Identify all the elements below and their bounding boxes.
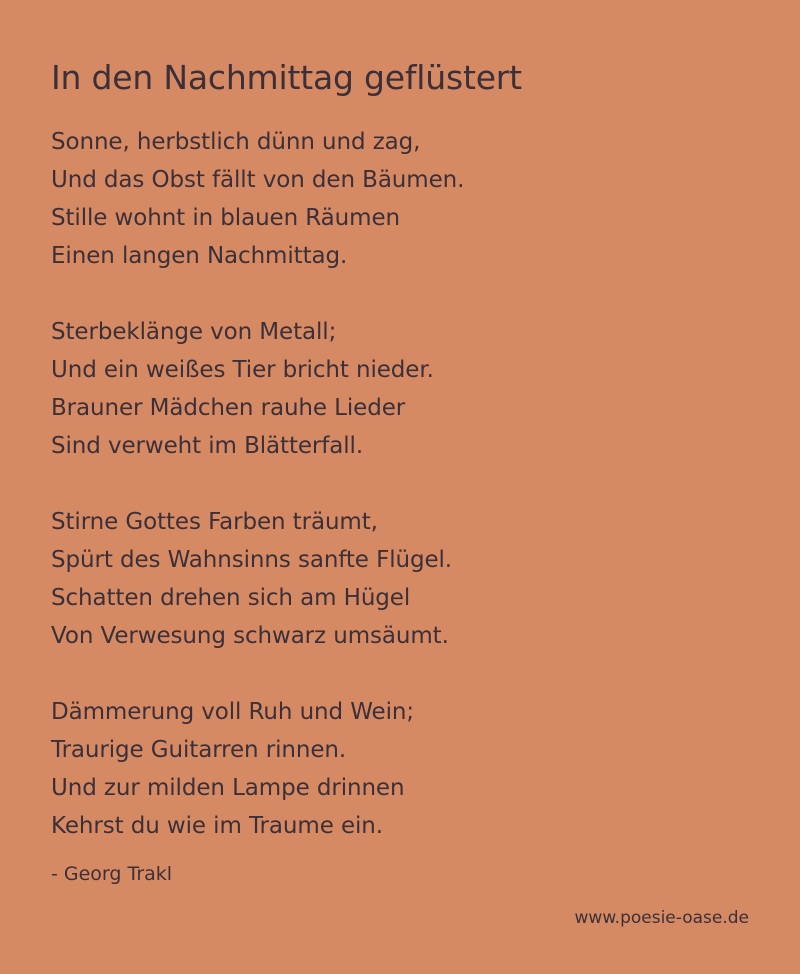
website-link[interactable]: www.poesie-oase.de bbox=[574, 908, 749, 928]
poem-line: Brauner Mädchen rauhe Lieder bbox=[51, 395, 406, 421]
poem-title: In den Nachmittag geflüstert bbox=[51, 58, 522, 97]
poem-line: Spürt des Wahnsinns sanfte Flügel. bbox=[51, 547, 453, 573]
poem-line: Dämmerung voll Ruh und Wein; bbox=[51, 699, 414, 725]
stanza-3 bbox=[51, 503, 771, 655]
poem-line: Und das Obst fällt von den Bäumen. bbox=[51, 167, 465, 193]
poem-line: Sind verweht im Blätterfall. bbox=[51, 433, 364, 459]
stanza-4 bbox=[51, 693, 771, 845]
poem-author: - Georg Trakl bbox=[51, 863, 173, 885]
poem-line: Traurige Guitarren rinnen. bbox=[51, 737, 347, 763]
poem-container bbox=[51, 58, 771, 845]
poem-line: Stille wohnt in blauen Räumen bbox=[51, 205, 400, 231]
stanza-1 bbox=[51, 123, 771, 275]
poem-line: Sonne, herbstlich dünn und zag, bbox=[51, 129, 421, 155]
poem-line: Und zur milden Lampe drinnen bbox=[51, 775, 405, 801]
stanza-2 bbox=[51, 313, 771, 465]
poem-line: Von Verwesung schwarz umsäumt. bbox=[51, 623, 449, 649]
poem-line: Sterbeklänge von Metall; bbox=[51, 319, 337, 345]
poem-line: Und ein weißes Tier bricht nieder. bbox=[51, 357, 434, 383]
poem-line: Kehrst du wie im Traume ein. bbox=[51, 813, 383, 839]
poem-line: Schatten drehen sich am Hügel bbox=[51, 585, 411, 611]
poem-line: Einen langen Nachmittag. bbox=[51, 243, 348, 269]
poem-line: Stirne Gottes Farben träumt, bbox=[51, 509, 378, 535]
